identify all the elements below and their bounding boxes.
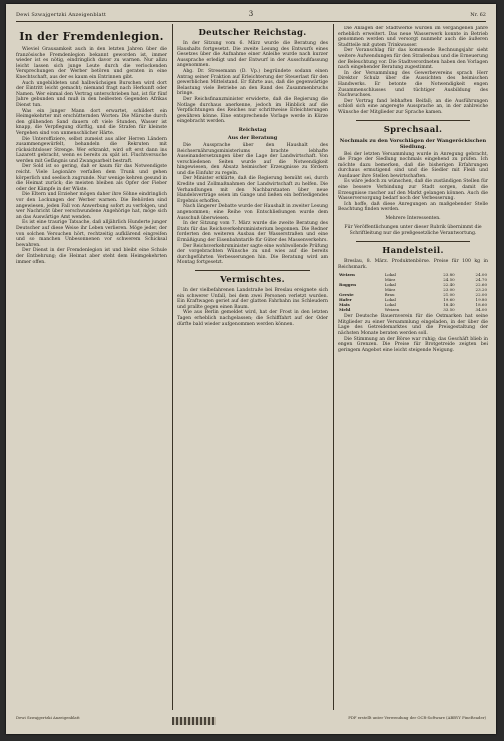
paragraph: Wieviel Grausamkeit auch in den letzten Jahren über die französische Fremdenlegion bekannt geworden ist, immer wieder ist es nötig, eindringlich davor zu warnen. Nur allzu leicht lassen sich junge Leute durch die verlockenden Versprechungen der Werber betören und geraten in eine Knechtschaft, aus der es kaum ein Entrinnen gibt.	[16, 47, 167, 80]
editorial-note: Für Veröffentlichungen unter dieser Rubrik übernimmt die Schriftleitung nur die preßgesetzliche Verantwortung.	[344, 225, 482, 237]
newspaper-page	[6, 4, 496, 734]
paragraph: Der Deutsche Bauernverein für die Ostmarken hat seine Mitglieder zu einer Versammlung eingeladen, in der über die Lage des Getreidemarktes und die Preisgestaltung der nächsten Monate beraten werden soll.	[338, 314, 488, 336]
paragraph: Nach längerer Debatte wurde der Haushalt in zweiter Lesung angenommen; eine Reihe von Entschließungen wurde dem Ausschuß überwiesen.	[177, 204, 328, 221]
section-subheading: Nochmals zu den Vorschlägen der Wangeröckischen Siedlung.	[339, 137, 487, 150]
header-rule	[16, 21, 486, 22]
paragraph: In der Versammlung des Gewerbevereins sprach Herr Direktor Schulz über die Aussichten des heimischen Handwerks. Er betonte die Notwendigkeit engen Zusammenschlusses und tüchtiger Ausbildung des Nachwuchses.	[338, 70, 488, 99]
issue-number: Nr. 62	[470, 12, 486, 18]
column-1	[16, 26, 167, 710]
paragraph: Der Reichsverkehrsminister sagte eine wohlwollende Prüfung der vorgebrachten Wünsche zu und wies auf die bereits durchgeführten Verbesserungen hin. Die Beratung wird am Montag fortgesetzt.	[177, 243, 328, 266]
table-row: Mehl Weizen 33.50 34.00	[339, 307, 487, 313]
table-row: Weizen Lokal 23.80 24.00	[339, 272, 487, 278]
section-divider	[356, 241, 470, 242]
paragraph: Was ein junger Mann dort erwartet, schildert ein Heimgekehrter mit erschütternden Worten: Die Märsche durch den glühenden Sand dauern oft viele Stunden, Wasser ist knapp, die Verpflegung dürftig, und die Strafen für kleinste Vergehen sind von unmenschlicher Härte.	[16, 108, 167, 136]
paragraph: Die Stimmung an der Börse war ruhig; das Geschäft blieb in engen Grenzen. Die Preise für Brotgetreide zeigten bei geringem Angebot eine leicht steigende Neigung.	[338, 336, 488, 353]
section-divider	[195, 270, 310, 271]
paragraph: Bei der letzten Versammlung wurde in Anregung gebracht, die Frage der Siedlung nochmals eingehend zu prüfen. Ich möchte dazu bemerken, daß die bisherigen Erfahrungen durchaus ermutigend sind und die Siedler mit Fleiß und Ausdauer ihre Stellen bewirtschaften.	[338, 151, 488, 179]
article-title-fremdenlegion: In der Fremdenlegion.	[19, 30, 164, 43]
paragraph: Die Unteroffiziere, selbst zumeist aus aller Herren Ländern zusammengewürfelt, behandeln die Rekruten mit rücksichtsloser Strenge. Wer erkrankt, wird oft erst dann ins Lazarett gebracht, wenn es bereits zu spät ist. Fluchtversuche werden mit Gefängnis und Zwangsarbeit bestraft.	[16, 136, 167, 164]
table-row: Hafer Lokal 19.60 19.80	[339, 297, 487, 303]
article-title-sprechsaal: Sprechsaal.	[383, 124, 443, 135]
column-2	[177, 26, 328, 710]
page-footer	[16, 716, 486, 726]
section-subheading: Aus der Beratung	[227, 134, 278, 141]
section-heading: Reichstag	[238, 126, 267, 133]
table-row: Mais Lokal 18.40 18.60	[339, 302, 487, 308]
paragraph: Es wäre jedoch zu wünschen, daß die zuständigen Stellen für eine bessere Verbindung zur Stadt sorgen, damit die Erzeugnisse rascher auf den Markt gelangen können. Auch die Wasserversorgung bedarf noch der Verbesserung.	[338, 179, 488, 202]
paragraph: Der Voranschlag für das kommende Rechnungsjahr sieht weitere Aufwendungen für den Straßenbau und die Erneuerung der Beleuchtung vor. Die Stadtverordneten haben den Vorlagen nach eingehender Beratung zugestimmt.	[338, 48, 488, 71]
paragraph: Der Dienst in der Fremdenlegion ist und bleibt eine Schule der Entbehrung; die Heimat aber steht dem Heimgekehrten immer offen.	[16, 248, 167, 265]
table-row: Gerste Brau 21.00 22.00	[339, 292, 487, 298]
footer-left-text: Dewi Szwajgertzki Anzeigenblatt	[16, 715, 80, 720]
paragraph: Es ist eine traurige Tatsache, daß alljährlich Hunderte junger Deutscher auf diese Weise ihr Leben verlieren. Möge jeder, der von solchen Versuchen hört, rechtzeitig aufklärend eingreifen und so manchen Unbesonnenen vor schwerem Schicksal bewahren.	[16, 220, 167, 248]
color-scale-strip	[172, 717, 216, 725]
paragraph: Ich hoffe, daß diese Anregungen an maßgebender Stelle Beachtung finden werden.	[338, 201, 488, 213]
paragraph: Auch ungebildeten und halbwüchsigen Burschen wird dort der Eintritt leicht gemacht; niemand fragt nach Herkunft oder Namen. Wer einmal den Vertrag unterschrieben hat, ist für fünf Jahre gebunden und muß in den heißesten Gegenden Afrikas Dienst tun.	[16, 80, 167, 108]
paragraph: Die Aussprache über den Haushalt des Reichsernährungsministeriums brachte lebhafte Auseinandersetzungen über die Lage der Landwirtschaft. Von verschiedenen Seiten wurde auf die Notwendigkeit hingewiesen, den Absatz heimischer Erzeugnisse zu fördern und die Einfuhr zu regeln.	[177, 142, 328, 176]
column-separator	[172, 24, 173, 710]
article-title-vermischtes: Vermischtes.	[220, 274, 285, 285]
paragraph: Der Minister erklärte, daß die Regierung bemüht sei, durch Kredite und Zollmaßnahmen der Landwirtschaft zu helfen. Die Verhandlungen mit den Nachbarstaaten über neue Handelsverträge seien im Gange und ließen ein befriedigendes Ergebnis erhoffen.	[177, 176, 328, 204]
table-row: März 23.00 23.20	[384, 287, 487, 293]
column-3	[338, 26, 488, 710]
price-table	[338, 272, 488, 312]
paragraph: Der Reichsfinanzminister erwiderte, daß die Regierung die Notlage durchaus anerkenne, jedoch im Hinblick auf die Verpflichtungen des Reiches nur schrittweise Erleichterungen gewähren könne. Eine entsprechende Vorlage werde in Kürze eingebracht werden.	[177, 96, 328, 125]
letter-signature: Mehrere Interessenten.	[385, 216, 441, 222]
paragraph: In der vielbefahrenen Landstraße bei Breslau ereignete sich ein schwerer Unfall, bei dem zwei Personen verletzt wurden. Ein Kraftwagen geriet auf der glatten Fahrbahn ins Schleudern und prallte gegen einen Baum.	[177, 287, 328, 310]
paragraph: Abg. Dr. Stresemann (D. Vp.) begründete sodann einen Antrag seiner Fraktion auf Erleichterung der Steuerlast für den gewerblichen Mittelstand. Er führte aus, daß die gegenwärtige Belastung viele Betriebe an den Rand des Zusammenbruchs bringe.	[177, 68, 328, 97]
article-title-reichstag: Deutscher Reichstag.	[198, 28, 307, 38]
paragraph: Die Anlagen der Stadtwerke wurden im vergangenen Jahre erheblich erweitert. Das neue Wasserwerk konnte in Betrieb genommen werden und versorgt nunmehr auch die äußeren Stadtteile mit gutem Trinkwasser.	[338, 26, 488, 48]
table-row: Roggen Lokal 22.40 22.60	[339, 282, 487, 288]
header-masthead: Dewi Szwajgertzki Anzeigenblatt	[16, 12, 107, 18]
article-title-handelsteil: Handelsteil.	[382, 246, 444, 257]
paragraph: Die Eltern und Erzieher mögen daher ihre Söhne eindringlich vor den Lockungen der Werber warnen. Die Behörden sind angewiesen, jeden Fall von Anwerbung sofort zu verfolgen, und wer Nachricht über verschwundene Angehörige hat, möge sich an das Auswärtige Amt wenden.	[16, 192, 167, 220]
section-divider	[356, 120, 470, 121]
paragraph: Breslau, 8. März. Produktenbörse. Preise für 100 kg in Reichsmark.	[338, 259, 488, 270]
paragraph: In der Sitzung vom 6. März wurde die Beratung des Haushalts fortgesetzt. Die zweite Lesung des Entwurfs eines Gesetzes über die Aufnahme einer Anleihe wurde nach kurzer Aussprache erledigt und der Entwurf in der Ausschußfassung angenommen.	[177, 41, 328, 69]
table-row: März 24.50 24.70	[384, 277, 487, 283]
paragraph: Wie aus Berlin gemeldet wird, hat der Frost in den letzten Tagen erheblich nachgelassen; die Schifffahrt auf der Oder dürfte bald wieder aufgenommen werden können.	[177, 310, 328, 327]
column-separator	[333, 24, 334, 710]
paragraph: In der Sitzung vom 7. März wurde die zweite Beratung des Etats für das Reichsverkehrsministerium begonnen. Die Redner forderten den weiteren Ausbau der Wasserstraßen und eine Ermäßigung der Eisenbahntarife für Güter des Massenverkehrs.	[177, 221, 328, 243]
paragraph: Der Vortrag fand lebhaften Beifall; an die Ausführungen schloß sich eine angeregte Aussprache an, in der zahlreiche Wünsche der Mitglieder zur Sprache kamen.	[338, 98, 488, 115]
footer-right-text: PDF erstellt unter Verwendung der OCR-Software (ABBYY FineReader)	[348, 715, 486, 720]
page-header	[16, 9, 486, 21]
paragraph: Der Sold ist so gering, daß er kaum für das Notwendigste reicht. Viele Legionäre verfallen dem Trunk und gehen körperlich und seelisch zugrunde. Nur wenige kehren gesund in die Heimat zurück; die meisten bleiben als Opfer der Fieber oder der Kämpfe in der Wüste.	[16, 164, 167, 192]
page-number: 3	[248, 10, 254, 18]
